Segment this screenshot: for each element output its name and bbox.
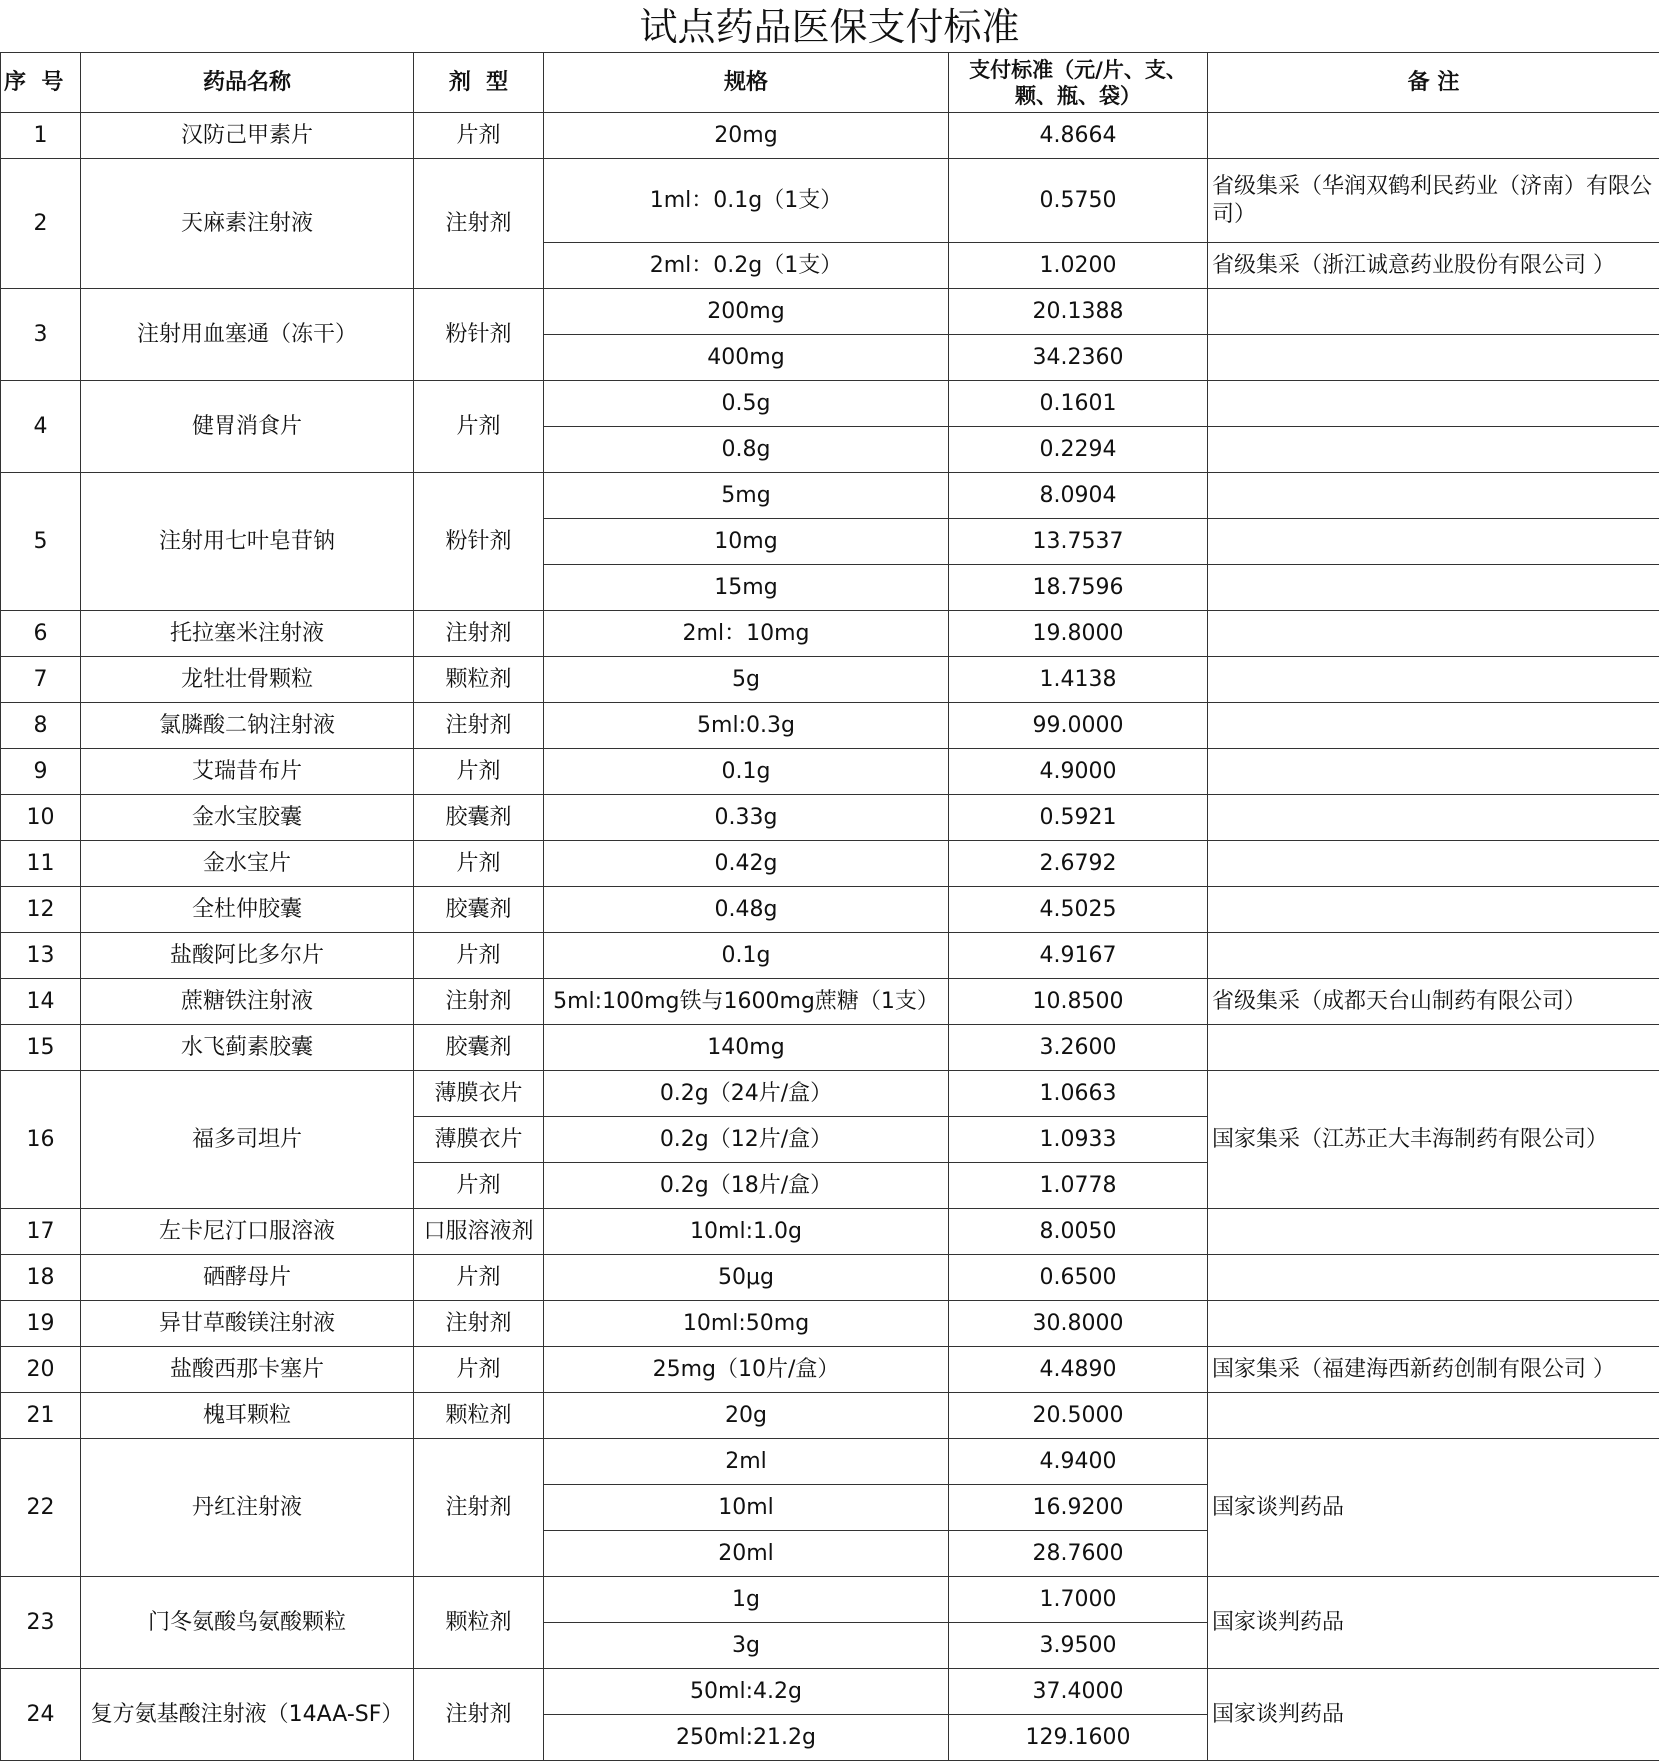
cell-note [1208,703,1659,749]
cell-index: 15 [1,1025,81,1071]
cell-form: 粉针剂 [414,289,544,381]
cell-name: 盐酸西那卡塞片 [81,1347,414,1393]
cell-std: 4.5025 [949,887,1208,933]
cell-spec: 0.5g [544,381,949,427]
cell-index: 17 [1,1209,81,1255]
cell-form: 注射剂 [414,979,544,1025]
table-row [1,1669,1659,1715]
cell-name: 异甘草酸镁注射液 [81,1301,414,1347]
header-form: 剂 型 [414,53,544,113]
cell-note: 国家集采（福建海西新药创制有限公司 ） [1208,1347,1659,1393]
table-row [1,1071,1659,1117]
cell-index: 4 [1,381,81,473]
cell-spec: 0.33g [544,795,949,841]
cell-note: 国家谈判药品 [1208,1577,1659,1669]
cell-spec: 10mg [544,519,949,565]
table-row [1,749,1659,795]
cell-name: 天麻素注射液 [81,159,414,289]
cell-form: 颗粒剂 [414,657,544,703]
table-row [1,1255,1659,1301]
cell-index: 24 [1,1669,81,1761]
cell-form: 注射剂 [414,1439,544,1577]
cell-std: 0.5921 [949,795,1208,841]
page-title: 试点药品医保支付标准 [639,5,1020,49]
table-row [1,113,1659,159]
cell-spec: 400mg [544,335,949,381]
cell-index: 8 [1,703,81,749]
cell-spec: 200mg [544,289,949,335]
cell-name: 龙牡壮骨颗粒 [81,657,414,703]
cell-name: 氯膦酸二钠注射液 [81,703,414,749]
cell-name: 左卡尼汀口服溶液 [81,1209,414,1255]
cell-name: 金水宝胶囊 [81,795,414,841]
cell-form: 片剂 [414,1163,544,1209]
cell-note [1208,1255,1659,1301]
cell-spec: 5mg [544,473,949,519]
cell-form: 注射剂 [414,159,544,289]
cell-spec: 10ml:50mg [544,1301,949,1347]
cell-std: 18.7596 [949,565,1208,611]
cell-form: 片剂 [414,749,544,795]
cell-spec: 0.1g [544,933,949,979]
drug-payment-table [0,52,1659,1761]
cell-form: 片剂 [414,113,544,159]
cell-spec: 1ml：0.1g（1支） [544,159,949,243]
cell-index: 11 [1,841,81,887]
header-row [1,53,1659,113]
cell-note [1208,1393,1659,1439]
header-name: 药品名称 [81,53,414,113]
cell-note: 省级集采（浙江诚意药业股份有限公司 ） [1208,243,1659,289]
table-row [1,979,1659,1025]
table-row [1,1439,1659,1485]
cell-note [1208,289,1659,335]
cell-spec: 5ml:100mg铁与1600mg蔗糖（1支） [544,979,949,1025]
cell-name: 丹红注射液 [81,1439,414,1577]
cell-form: 粉针剂 [414,473,544,611]
cell-note: 国家谈判药品 [1208,1669,1659,1761]
cell-std: 28.7600 [949,1531,1208,1577]
cell-form: 胶囊剂 [414,887,544,933]
table-row [1,657,1659,703]
cell-name: 盐酸阿比多尔片 [81,933,414,979]
cell-note: 国家谈判药品 [1208,1439,1659,1577]
cell-spec: 20g [544,1393,949,1439]
cell-std: 1.4138 [949,657,1208,703]
cell-std: 37.4000 [949,1669,1208,1715]
header-index: 序 号 [1,53,81,113]
cell-name: 健胃消食片 [81,381,414,473]
cell-index: 7 [1,657,81,703]
cell-spec: 250ml:21.2g [544,1715,949,1761]
table-row [1,1577,1659,1623]
cell-note [1208,565,1659,611]
cell-std: 4.9000 [949,749,1208,795]
cell-index: 20 [1,1347,81,1393]
cell-form: 片剂 [414,1347,544,1393]
cell-index: 14 [1,979,81,1025]
cell-spec: 0.8g [544,427,949,473]
cell-spec: 50ml:4.2g [544,1669,949,1715]
cell-index: 5 [1,473,81,611]
cell-note [1208,611,1659,657]
cell-note [1208,795,1659,841]
table-row [1,381,1659,427]
table-row [1,159,1659,243]
cell-std: 10.8500 [949,979,1208,1025]
cell-std: 0.1601 [949,381,1208,427]
cell-std: 1.0663 [949,1071,1208,1117]
cell-note: 省级集采（华润双鹤利民药业（济南）有限公司） [1208,159,1659,243]
table-row [1,795,1659,841]
table-row [1,1347,1659,1393]
table-row [1,1025,1659,1071]
cell-name: 金水宝片 [81,841,414,887]
cell-index: 9 [1,749,81,795]
header-spec: 规格 [544,53,949,113]
cell-form: 注射剂 [414,703,544,749]
cell-std: 1.0933 [949,1117,1208,1163]
cell-std: 0.5750 [949,159,1208,243]
cell-name: 汉防己甲素片 [81,113,414,159]
cell-name: 槐耳颗粒 [81,1393,414,1439]
cell-index: 12 [1,887,81,933]
cell-index: 23 [1,1577,81,1669]
cell-form: 片剂 [414,933,544,979]
cell-note [1208,1301,1659,1347]
cell-form: 胶囊剂 [414,795,544,841]
cell-spec: 10ml [544,1485,949,1531]
cell-index: 3 [1,289,81,381]
cell-spec: 0.1g [544,749,949,795]
header-std: 支付标准（元/片、支、颗、瓶、袋） [949,53,1208,113]
cell-note [1208,1209,1659,1255]
cell-note [1208,335,1659,381]
cell-std: 16.9200 [949,1485,1208,1531]
cell-std: 4.8664 [949,113,1208,159]
cell-form: 注射剂 [414,1669,544,1761]
cell-spec: 20mg [544,113,949,159]
cell-spec: 5g [544,657,949,703]
cell-name: 艾瑞昔布片 [81,749,414,795]
cell-std: 4.9167 [949,933,1208,979]
cell-name: 注射用血塞通（冻干） [81,289,414,381]
cell-spec: 2ml：10mg [544,611,949,657]
cell-note [1208,657,1659,703]
cell-spec: 25mg（10片/盒） [544,1347,949,1393]
cell-std: 1.0200 [949,243,1208,289]
cell-name: 复方氨基酸注射液（14AA-SF） [81,1669,414,1761]
cell-std: 129.1600 [949,1715,1208,1761]
cell-name: 蔗糖铁注射液 [81,979,414,1025]
cell-note [1208,841,1659,887]
cell-spec: 20ml [544,1531,949,1577]
cell-form: 片剂 [414,381,544,473]
cell-note: 国家集采（江苏正大丰海制药有限公司） [1208,1071,1659,1209]
cell-index: 10 [1,795,81,841]
cell-note [1208,473,1659,519]
cell-std: 4.4890 [949,1347,1208,1393]
cell-std: 2.6792 [949,841,1208,887]
cell-note [1208,749,1659,795]
cell-spec: 3g [544,1623,949,1669]
cell-form: 注射剂 [414,1301,544,1347]
header-note: 备 注 [1208,53,1659,113]
cell-std: 20.5000 [949,1393,1208,1439]
cell-note [1208,933,1659,979]
cell-name: 门冬氨酸鸟氨酸颗粒 [81,1577,414,1669]
cell-spec: 2ml [544,1439,949,1485]
cell-spec: 10ml:1.0g [544,1209,949,1255]
cell-name: 硒酵母片 [81,1255,414,1301]
cell-name: 水飞蓟素胶囊 [81,1025,414,1071]
cell-spec: 15mg [544,565,949,611]
table-row [1,1209,1659,1255]
cell-std: 3.9500 [949,1623,1208,1669]
cell-std: 34.2360 [949,335,1208,381]
cell-std: 99.0000 [949,703,1208,749]
cell-std: 1.7000 [949,1577,1208,1623]
cell-spec: 0.2g（24片/盒） [544,1071,949,1117]
cell-name: 注射用七叶皂苷钠 [81,473,414,611]
cell-std: 8.0050 [949,1209,1208,1255]
table-row [1,887,1659,933]
cell-spec: 1g [544,1577,949,1623]
cell-form: 片剂 [414,841,544,887]
cell-name: 福多司坦片 [81,1071,414,1209]
table-row [1,933,1659,979]
cell-spec: 0.48g [544,887,949,933]
cell-std: 0.2294 [949,427,1208,473]
cell-form: 口服溶液剂 [414,1209,544,1255]
cell-spec: 140mg [544,1025,949,1071]
cell-note: 省级集采（成都天台山制药有限公司） [1208,979,1659,1025]
cell-form: 颗粒剂 [414,1393,544,1439]
cell-form: 片剂 [414,1255,544,1301]
cell-std: 1.0778 [949,1163,1208,1209]
cell-std: 13.7537 [949,519,1208,565]
cell-note [1208,113,1659,159]
table-row [1,289,1659,335]
cell-index: 19 [1,1301,81,1347]
cell-std: 8.0904 [949,473,1208,519]
cell-std: 20.1388 [949,289,1208,335]
cell-index: 13 [1,933,81,979]
cell-std: 0.6500 [949,1255,1208,1301]
cell-std: 3.2600 [949,1025,1208,1071]
cell-index: 18 [1,1255,81,1301]
cell-index: 1 [1,113,81,159]
table-row [1,841,1659,887]
cell-std: 19.8000 [949,611,1208,657]
cell-form: 注射剂 [414,611,544,657]
cell-form: 薄膜衣片 [414,1117,544,1163]
cell-form: 颗粒剂 [414,1577,544,1669]
cell-name: 托拉塞米注射液 [81,611,414,657]
cell-index: 22 [1,1439,81,1577]
cell-std: 30.8000 [949,1301,1208,1347]
cell-form: 胶囊剂 [414,1025,544,1071]
table-row [1,611,1659,657]
cell-note [1208,381,1659,427]
cell-note [1208,887,1659,933]
cell-index: 6 [1,611,81,657]
table-row [1,473,1659,519]
cell-name: 全杜仲胶囊 [81,887,414,933]
cell-spec: 50μg [544,1255,949,1301]
cell-std: 4.9400 [949,1439,1208,1485]
cell-spec: 0.2g（12片/盒） [544,1117,949,1163]
cell-index: 21 [1,1393,81,1439]
cell-note [1208,519,1659,565]
cell-spec: 2ml：0.2g（1支） [544,243,949,289]
cell-spec: 5ml:0.3g [544,703,949,749]
cell-index: 2 [1,159,81,289]
cell-form: 薄膜衣片 [414,1071,544,1117]
cell-note [1208,427,1659,473]
table-row [1,1393,1659,1439]
table-row [1,1301,1659,1347]
cell-note [1208,1025,1659,1071]
table-row [1,703,1659,749]
cell-spec: 0.42g [544,841,949,887]
cell-index: 16 [1,1071,81,1209]
cell-spec: 0.2g（18片/盒） [544,1163,949,1209]
